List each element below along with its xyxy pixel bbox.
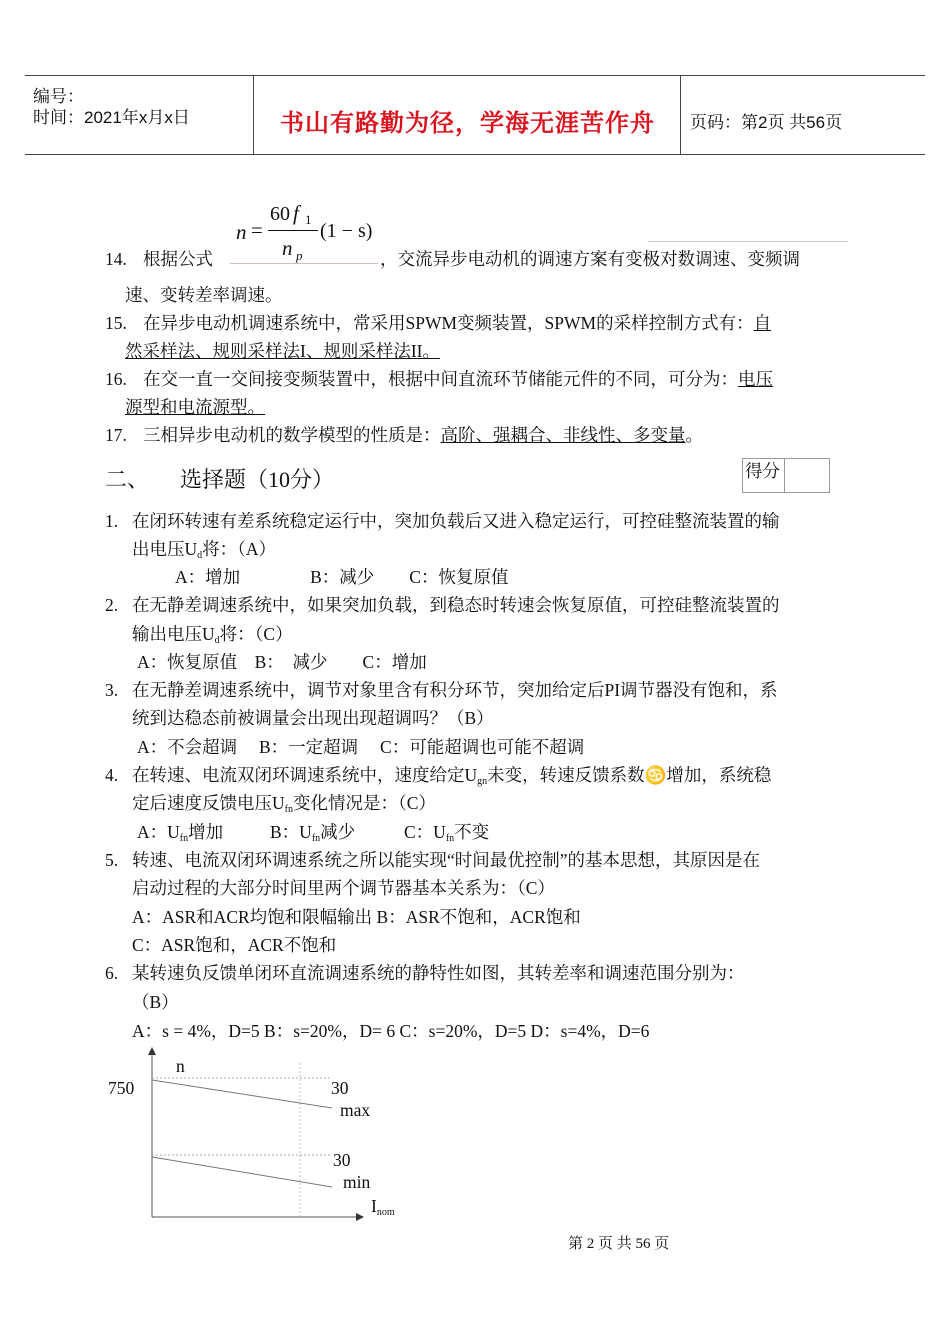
section-number: 二、	[105, 467, 150, 492]
formula-f-sub: 1	[305, 212, 312, 227]
q14-number: 14.	[105, 249, 127, 269]
mc3-number: 3.	[105, 680, 119, 700]
q17-number: 17.	[105, 425, 127, 445]
mc6-line2: （B）	[132, 992, 179, 1012]
page-label: 页码：第2页 共56页	[690, 113, 843, 132]
mc2-options: A：恢复原值 B： 减少 C：增加	[137, 652, 427, 672]
curve-min	[152, 1157, 332, 1187]
section-title: 选择题（10分）	[180, 467, 335, 492]
mc5-options-2: C：ASR饱和，ACR不饱和	[132, 935, 337, 955]
q14-prefix: 根据公式	[143, 249, 213, 269]
mc4-option-a: A：$U_{fn}$增加	[137, 822, 224, 844]
code-label: 编号：	[33, 87, 84, 106]
mc5-number: 5.	[105, 850, 119, 870]
formula-tail: (1 − s)	[320, 220, 373, 242]
static-characteristic-graph	[100, 1045, 380, 1225]
mc2-line2: 输出电压$U_d$将：（C）	[132, 624, 293, 646]
time-label: 时间：2021年x月x日	[33, 108, 190, 127]
graph-min-number: 30	[333, 1150, 351, 1170]
graph-max-label: max	[340, 1100, 371, 1120]
graph-min-label: min	[343, 1172, 371, 1192]
graph-y-value: 750	[108, 1078, 135, 1098]
formula-numerator: 60	[270, 203, 290, 225]
mc3-line1: 在无静差调速系统中，调节对象里含有积分环节，突加给定后PI调节器没有饱和，系	[132, 680, 778, 700]
q14-suffix: ，交流异步电动机的调速方案有变极对数调速、变频调	[380, 249, 800, 269]
mc5-line2: 启动过程的大部分时间里两个调节器基本关系为：（C）	[132, 878, 555, 898]
formula-n: n	[236, 220, 247, 244]
graph-max-number: 30	[331, 1078, 349, 1098]
formula-underline	[230, 263, 378, 264]
graph-y-label: n	[176, 1056, 185, 1076]
q17-question: 三相异步电动机的数学模型的性质是：高阶、强耦合、非线性、多变量。	[143, 425, 703, 445]
mc4-number: 4.	[105, 765, 119, 785]
q16-answer: 源型和电流源型。	[125, 397, 265, 417]
formula-eq: =	[251, 218, 263, 242]
page-footer: 第 2 页 共 56 页	[568, 1236, 670, 1252]
mc4-line2: 定后速度反馈电压$U_{fn}$变化情况是：（C）	[132, 793, 436, 815]
formula-f: f	[293, 201, 299, 225]
q16-number: 16.	[105, 369, 127, 389]
mc1-number: 1.	[105, 511, 119, 531]
mc4-option-c: C：$U_{fn}$不变	[404, 822, 490, 844]
y-axis-arrow-icon	[148, 1047, 156, 1055]
mc6-options: A：s = 4%，D=5 B：s=20%，D= 6 C：s=20%，D=5 D：s=4%，D=6	[132, 1021, 650, 1041]
mc6-line1: 某转速负反馈单闭环直流调速系统的静特性如图，其转差率和调速范围分别为：	[132, 963, 745, 983]
mc1-options: A：增加 B：减少 C：恢复原值	[175, 567, 509, 587]
formula-denominator: n	[282, 236, 293, 260]
header-divider-left	[253, 75, 254, 155]
x-axis-arrow-icon	[356, 1213, 364, 1221]
fraction-bar	[268, 230, 318, 231]
curve-max	[152, 1080, 332, 1108]
header-divider-right	[680, 75, 681, 155]
q16-question: 在交一直一交间接变频装置中，根据中间直流环节储能元件的不同，可分为：电压	[143, 369, 773, 389]
score-label: 得分	[745, 461, 780, 481]
mc4-option-b: B：$U_{fn}$减少	[270, 822, 356, 844]
q15-answer: 然采样法、规则采样法I、规则采样法II。	[125, 341, 440, 361]
mc6-number: 6.	[105, 963, 119, 983]
formula-den-sub: p	[296, 248, 303, 263]
mc1-line1: 在闭环转速有差系统稳定运行中，突加负载后又进入稳定运行，可控硅整流装置的输	[132, 511, 780, 531]
q14-continuation: 速、变转差率调速。	[125, 285, 283, 305]
motto: 书山有路勤为径，学海无涯苦作舟	[280, 111, 655, 137]
faint-rule	[648, 241, 848, 242]
mc2-line1: 在无静差调速系统中，如果突加负载，到稳态时转速会恢复原值，可控硅整流装置的	[132, 595, 780, 615]
mc5-line1: 转速、电流双闭环调速系统之所以能实现“时间最优控制”的基本思想，其原因是在	[132, 850, 761, 870]
mc2-number: 2.	[105, 595, 119, 615]
q15-question: 在异步电动机调速系统中，常采用SPWM变频装置，SPWM的采样控制方式有：自	[143, 313, 772, 333]
graph-x-label: $I_{nom}$	[371, 1196, 395, 1218]
mc3-options: A：不会超调 B：一定超调 C：可能超调也可能不超调	[137, 737, 585, 757]
q15-number: 15.	[105, 313, 127, 333]
header-top-rule	[25, 75, 925, 76]
score-box-divider	[784, 458, 785, 492]
mc4-line1: 在转速、电流双闭环调速系统中，速度给定$U_{gn}$未变，转速反馈系数♋增加，系统稳	[132, 765, 772, 787]
mc5-options-1: A：ASR和ACR均饱和限幅输出 B：ASR不饱和，ACR饱和	[132, 907, 581, 927]
mc3-line2: 统到达稳态前被调量会出现出现超调吗？（B）	[132, 708, 494, 728]
mc1-line2: 出电压$U_d$将：（A）	[132, 539, 277, 561]
header-bottom-rule	[25, 154, 925, 155]
